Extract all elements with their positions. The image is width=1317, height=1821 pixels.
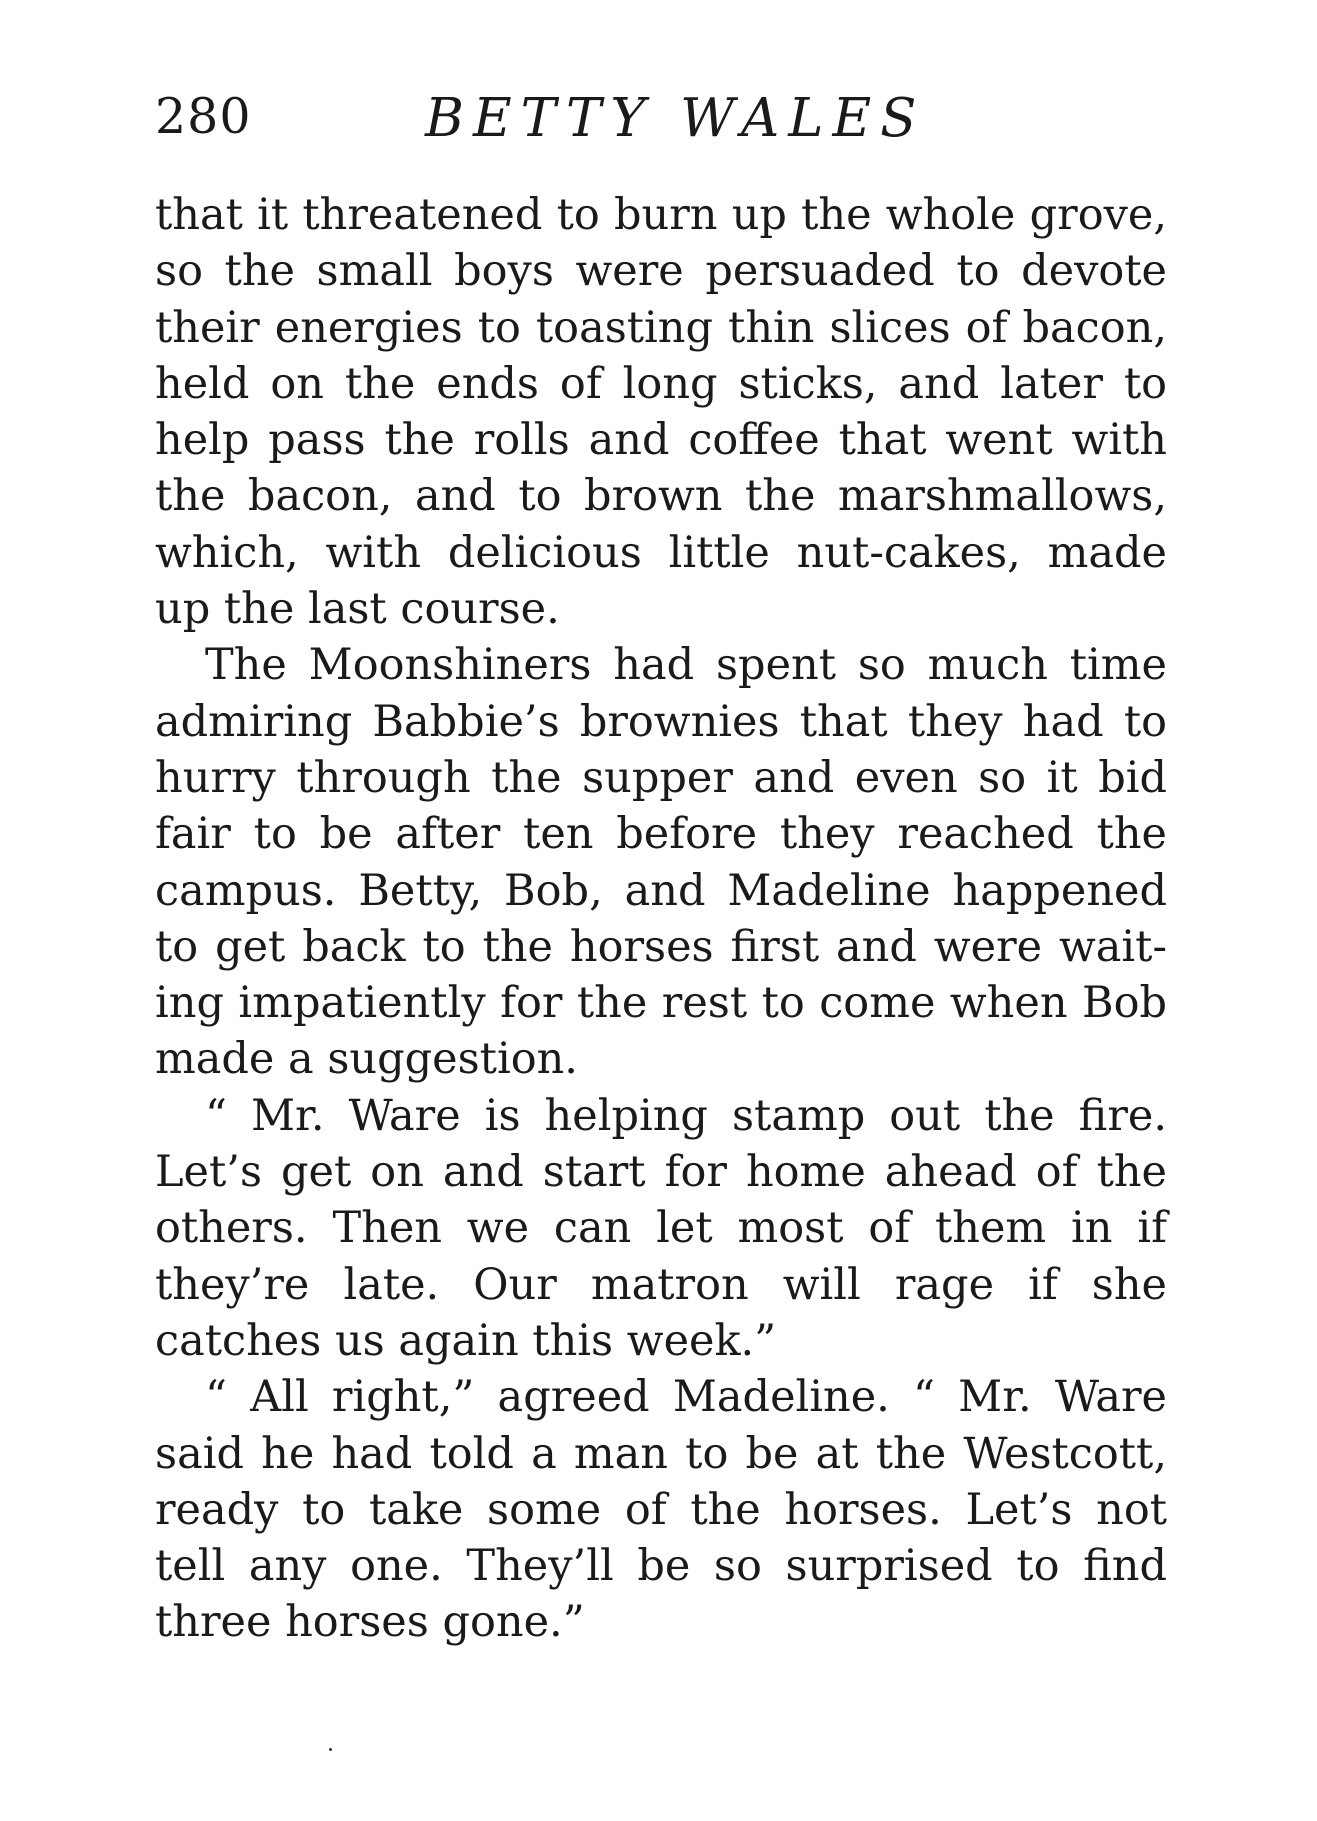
text-line: admiring Babbie’s brownies that they had to	[155, 696, 1167, 747]
text-line: others. Then we can let most of them in if	[155, 1203, 1167, 1254]
paragraph	[155, 1369, 1167, 1650]
text-line: that it threatened to burn up the whole grove,	[155, 190, 1167, 240]
text-line: “ Mr. Ware is helping stamp out the fire.	[205, 1090, 1167, 1141]
text-line: ready to take some of the horses. Let’s not	[155, 1484, 1167, 1535]
text-line: hurry through the supper and even so it bid	[155, 752, 1167, 803]
paragraph	[155, 1088, 1167, 1369]
text-line: to get back to the horses first and were wait-	[155, 921, 1167, 972]
running-head: BETTY WALES	[425, 88, 926, 149]
text-line: up the last course.	[155, 584, 560, 635]
text-line: they’re late. Our matron will rage if she	[155, 1259, 1167, 1310]
text-line: campus. Betty, Bob, and Madeline happened	[155, 865, 1167, 916]
text-line: which, with delicious little nut-cakes, made	[155, 527, 1167, 578]
text-line: the bacon, and to brown the marshmallows,	[155, 471, 1167, 522]
text-line: fair to be after ten before they reached the	[155, 809, 1167, 860]
page-number: 280	[155, 88, 252, 145]
body-text	[155, 187, 1167, 1651]
text-line: help pass the rolls and coffee that went with	[155, 415, 1167, 466]
text-line: three horses gone.”	[155, 1597, 585, 1648]
page-header	[155, 80, 1165, 170]
text-line: “ All right,” agreed Madeline. “ Mr. Ware	[205, 1372, 1167, 1423]
text-line: The Moonshiners had spent so much time	[205, 640, 1167, 691]
text-line: made a suggestion.	[155, 1034, 578, 1085]
text-line: their energies to toasting thin slices of bacon,	[155, 302, 1167, 353]
paragraph	[155, 637, 1167, 1087]
text-line: so the small boys were persuaded to devote	[155, 246, 1167, 297]
text-line: tell any one. They’ll be so surprised to find	[155, 1541, 1167, 1592]
text-line: ing impatiently for the rest to come when Bob	[155, 978, 1167, 1029]
text-line: said he had told a man to be at the Westcott,	[155, 1428, 1167, 1479]
paragraph	[155, 187, 1167, 637]
text-line: held on the ends of long sticks, and later to	[155, 358, 1167, 409]
text-line: catches us again this week.”	[155, 1315, 777, 1366]
print-speck	[329, 1748, 332, 1751]
text-line: Let’s get on and start for home ahead of the	[155, 1147, 1167, 1198]
